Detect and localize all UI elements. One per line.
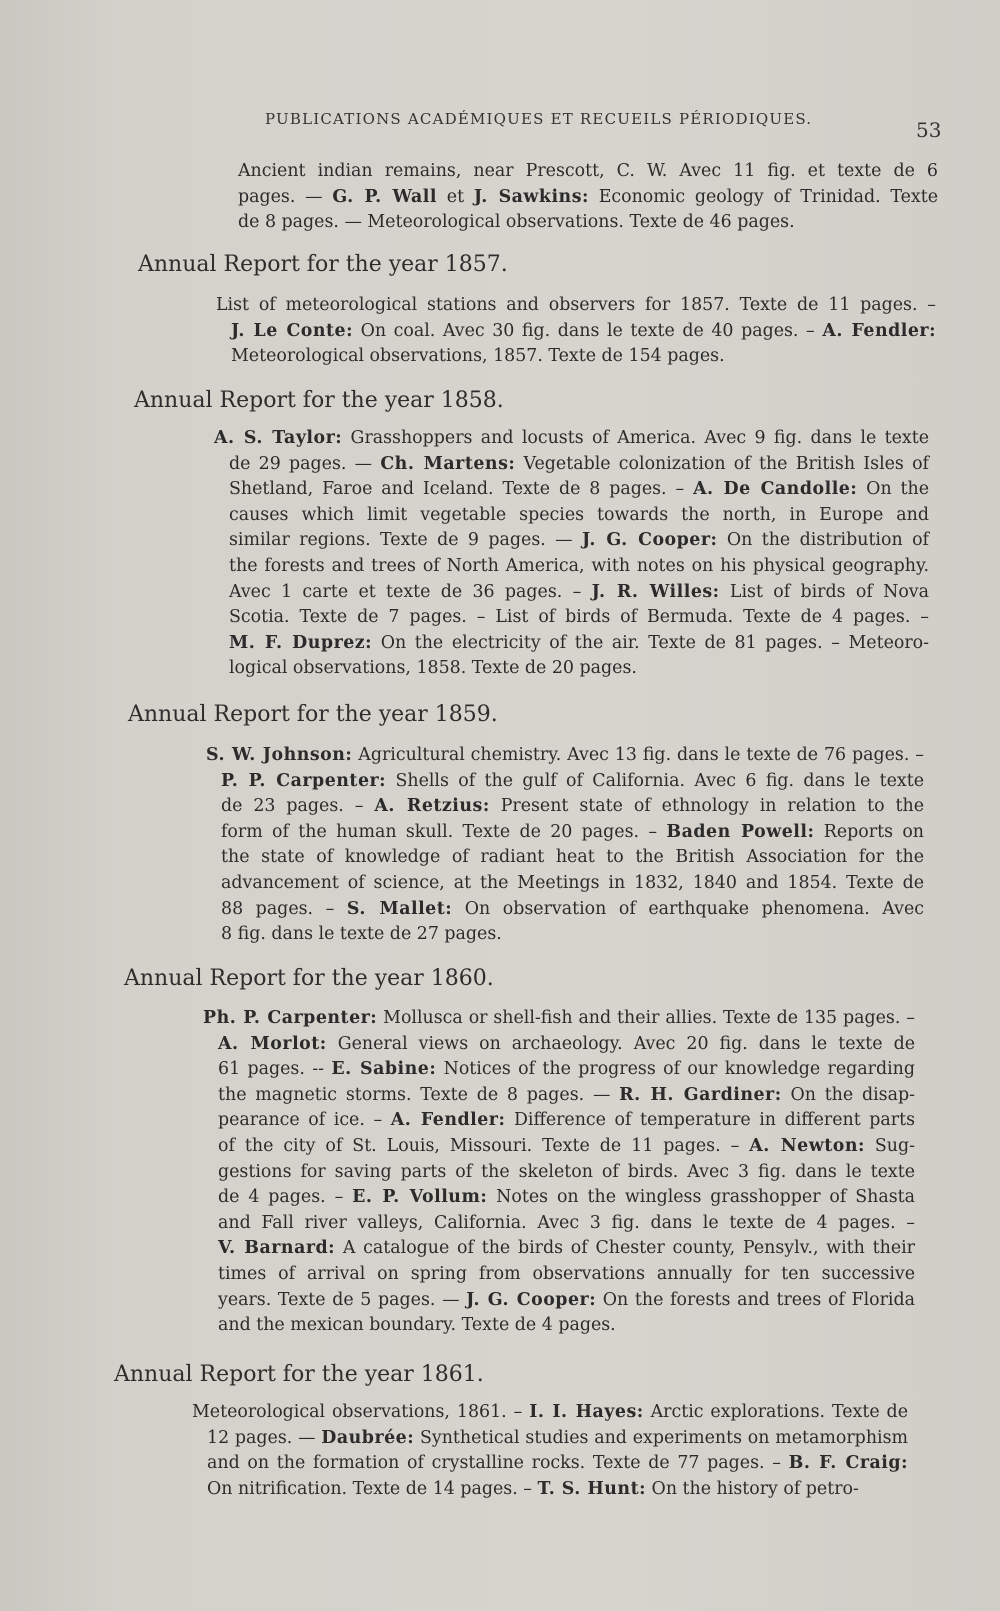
text-segment: A catalogue of the birds of Chester county, Pensylv., with their (335, 1238, 915, 1259)
text-line (192, 1400, 908, 1426)
text-line (203, 1211, 915, 1237)
text-segment: Shells of the gulf of California. Avec 6 fig. dans le texte (386, 770, 924, 791)
author-name: S. W. Johnson: (206, 745, 353, 765)
text-line (192, 1451, 908, 1477)
text-segment: Meteorological observations, 1857. Texte de 154 pages. (231, 346, 725, 367)
text-segment: the magnetic storms. Texte de 8 pages. — (218, 1084, 620, 1105)
text-line (206, 871, 924, 897)
block-1857-text (216, 293, 936, 370)
block-1860-text (203, 1006, 915, 1339)
author-name: E. P. Vollum: (352, 1187, 488, 1208)
author-name: P. P. Carpenter: (221, 770, 387, 791)
text-line (214, 580, 929, 606)
author-name: S. Mallet: (346, 898, 453, 919)
text-line (238, 185, 938, 211)
text-segment: On the distribution of (717, 530, 929, 551)
text-line (203, 1083, 915, 1109)
text-segment: de 8 pages. — Meteorological observations. Texte de 46 pages. (238, 212, 795, 233)
text-segment: causes which limit vegetable species towards the north, in Europe and (229, 504, 929, 525)
text-segment: Reports on (814, 821, 924, 842)
text-segment: Notes on the wingless grasshopper of Shasta (487, 1187, 915, 1208)
author-name: J. G. Cooper: (582, 530, 718, 551)
author-name: E. Sabine: (331, 1059, 437, 1080)
text-segment: Difference of temperature in different parts (505, 1110, 916, 1131)
text-segment: 61 pages. -- (218, 1059, 332, 1080)
author-name: A. Fendler: (822, 320, 937, 341)
text-line (214, 426, 929, 452)
author-name: A. Retzius: (374, 796, 490, 817)
text-segment: Mollusca or shell-fish and their allies. Texte de 135 pages. – (377, 1008, 915, 1028)
author-name: Daubrée: (321, 1427, 415, 1448)
text-segment: 88 pages. – (221, 898, 347, 919)
text-segment: Shetland, Faroe and Iceland. Texte de 8 pages. – (229, 479, 694, 500)
text-segment: similar regions. Texte de 9 pages. — (229, 530, 582, 551)
text-segment: Economic geology of Trinidad. Texte (588, 186, 939, 207)
text-line (203, 1108, 915, 1134)
text-segment: Avec 1 carte et texte de 36 pages. – (229, 581, 592, 602)
text-segment: Scotia. Texte de 7 pages. – List of birds of Bermuda. Texte de 4 pages. – (229, 607, 929, 628)
author-name: A. De Candolle: (693, 479, 858, 500)
text-segment: 12 pages. — (207, 1427, 322, 1448)
text-segment: Notices of the progress of our knowledge regarding (436, 1059, 916, 1080)
text-segment: of the city of St. Louis, Missouri. Texte de 11 pages. – (218, 1135, 750, 1156)
text-segment: Sug- (864, 1135, 915, 1156)
text-line (214, 528, 929, 554)
author-name: B. F. Craig: (788, 1453, 908, 1474)
block-1858-text (214, 426, 929, 682)
text-segment: years. Texte de 5 pages. — (218, 1289, 467, 1310)
text-line (206, 820, 924, 846)
text-segment: List of birds of Nova (719, 581, 929, 602)
author-name: A. Newton: (749, 1135, 865, 1156)
block-1861-text (192, 1400, 908, 1502)
author-name: V. Barnard: (218, 1238, 336, 1259)
text-line (203, 1185, 915, 1211)
author-name: J. G. Cooper: (466, 1289, 597, 1310)
text-line (203, 1006, 915, 1032)
author-name: J. R. Willes: (591, 581, 720, 602)
text-line (214, 452, 929, 478)
section-title-1860: Annual Report for the year 1860. (124, 966, 494, 991)
text-line (206, 845, 924, 871)
text-segment: the forests and trees of North America, with notes on his physical geography. (229, 555, 929, 576)
author-name: T. S. Hunt: (537, 1478, 647, 1499)
text-segment: On nitrification. Texte de 14 pages. – (207, 1478, 538, 1499)
text-line (206, 743, 924, 769)
section-title-1858: Annual Report for the year 1858. (134, 388, 504, 413)
text-segment: de 29 pages. — (229, 453, 381, 474)
text-segment: gestions for saving parts of the skeleton of birds. Avec 3 fig. dans le texte (218, 1161, 915, 1182)
text-line (214, 631, 929, 657)
text-segment: advancement of science, at the Meetings in 1832, 1840 and 1854. Texte de (221, 872, 924, 893)
text-segment: and the mexican boundary. Texte de 4 pages. (218, 1315, 616, 1336)
text-segment: pages. — (238, 186, 333, 207)
text-segment: On the history of petro- (646, 1478, 859, 1499)
text-line (203, 1032, 915, 1058)
author-name: J. Sawkins: (473, 186, 589, 207)
text-segment: Meteorological observations, 1861. – (192, 1402, 530, 1422)
author-name: I. I. Hayes: (529, 1402, 644, 1422)
text-line (203, 1160, 915, 1186)
text-segment: On observation of earthquake phenomena. Avec (452, 898, 925, 919)
text-line (216, 344, 936, 370)
text-segment: et (437, 186, 474, 207)
text-segment: logical observations, 1858. Texte de 20 pages. (229, 658, 637, 679)
author-name: J. Le Conte: (231, 320, 354, 341)
text-segment: On the forests and trees of Florida (596, 1289, 915, 1310)
text-segment: the state of knowledge of radiant heat to the British Association for the (221, 847, 924, 868)
text-segment: pearance of ice. – (218, 1110, 391, 1131)
text-line (214, 605, 929, 631)
block-0-text (238, 159, 938, 236)
text-segment: times of arrival on spring from observations annually for ten successive (218, 1263, 915, 1284)
text-segment: On the disap- (781, 1084, 915, 1105)
section-title-1857: Annual Report for the year 1857. (138, 252, 508, 277)
author-name: Baden Powell: (666, 821, 815, 842)
text-line (216, 319, 936, 345)
text-line (216, 293, 936, 319)
text-segment: Vegetable colonization of the British Isles of (515, 453, 929, 474)
text-segment: de 23 pages. – (221, 796, 375, 817)
text-line (206, 794, 924, 820)
text-line (238, 159, 938, 185)
author-name: R. H. Gardiner: (619, 1084, 782, 1105)
text-segment: On the (857, 479, 930, 500)
text-line (203, 1262, 915, 1288)
author-name: Ch. Martens: (380, 453, 516, 474)
text-segment: form of the human skull. Texte de 20 pages. – (221, 821, 667, 842)
text-segment: Ancient indian remains, near Prescott, C. W. Avec 11 fig. et texte de 6 (238, 161, 938, 181)
text-line (214, 477, 929, 503)
text-line (203, 1236, 915, 1262)
text-line (203, 1057, 915, 1083)
page-number: 53 (916, 118, 942, 142)
text-segment: and Fall river valleys, California. Avec 3 fig. dans le texte de 4 pages. – (218, 1212, 915, 1233)
text-segment: Agricultural chemistry. Avec 13 fig. dans le texte de 76 pages. – (352, 745, 925, 765)
author-name: A. Fendler: (390, 1110, 506, 1131)
author-name: G. P. Wall (332, 186, 437, 207)
text-segment: 8 fig. dans le texte de 27 pages. (221, 924, 502, 945)
text-segment: de 4 pages. – (218, 1187, 353, 1208)
text-segment: Present state of ethnology in relation to the (489, 796, 924, 817)
text-line (238, 210, 938, 236)
text-segment: Grasshoppers and locusts of America. Avec 9 fig. dans le texte (342, 428, 929, 448)
author-name: A. Morlot: (218, 1033, 327, 1054)
text-segment: On the electricity of the air. Texte de 81 pages. – Meteoro- (372, 632, 929, 653)
author-name: A. S. Taylor: (214, 428, 343, 448)
text-segment: General views on archaeology. Avec 20 fig. dans le texte de (326, 1033, 915, 1054)
running-header: PUBLICATIONS ACADÉMIQUES ET RECUEILS PÉRIODIQUES. (265, 110, 813, 128)
text-line (203, 1134, 915, 1160)
text-line (192, 1477, 908, 1503)
text-line (206, 897, 924, 923)
text-segment: List of meteorological stations and observers for 1857. Texte de 11 pages. – (216, 295, 936, 315)
text-line (214, 554, 929, 580)
block-1859-text (206, 743, 924, 948)
author-name: Ph. P. Carpenter: (203, 1008, 378, 1028)
text-line (192, 1426, 908, 1452)
section-title-1859: Annual Report for the year 1859. (128, 702, 498, 727)
text-line (203, 1288, 915, 1314)
text-line (203, 1313, 915, 1339)
text-line (206, 922, 924, 948)
text-line (214, 656, 929, 682)
author-name: M. F. Duprez: (229, 632, 373, 653)
text-segment: On coal. Avec 30 fig. dans le texte de 40 pages. – (353, 320, 823, 341)
section-title-1861: Annual Report for the year 1861. (114, 1362, 484, 1387)
text-line (206, 769, 924, 795)
text-segment: Arctic explorations. Texte de (643, 1402, 908, 1422)
text-segment: and on the formation of crystalline rocks. Texte de 77 pages. – (207, 1453, 789, 1474)
text-line (214, 503, 929, 529)
text-segment: Synthetical studies and experiments on metamorphism (414, 1427, 908, 1448)
